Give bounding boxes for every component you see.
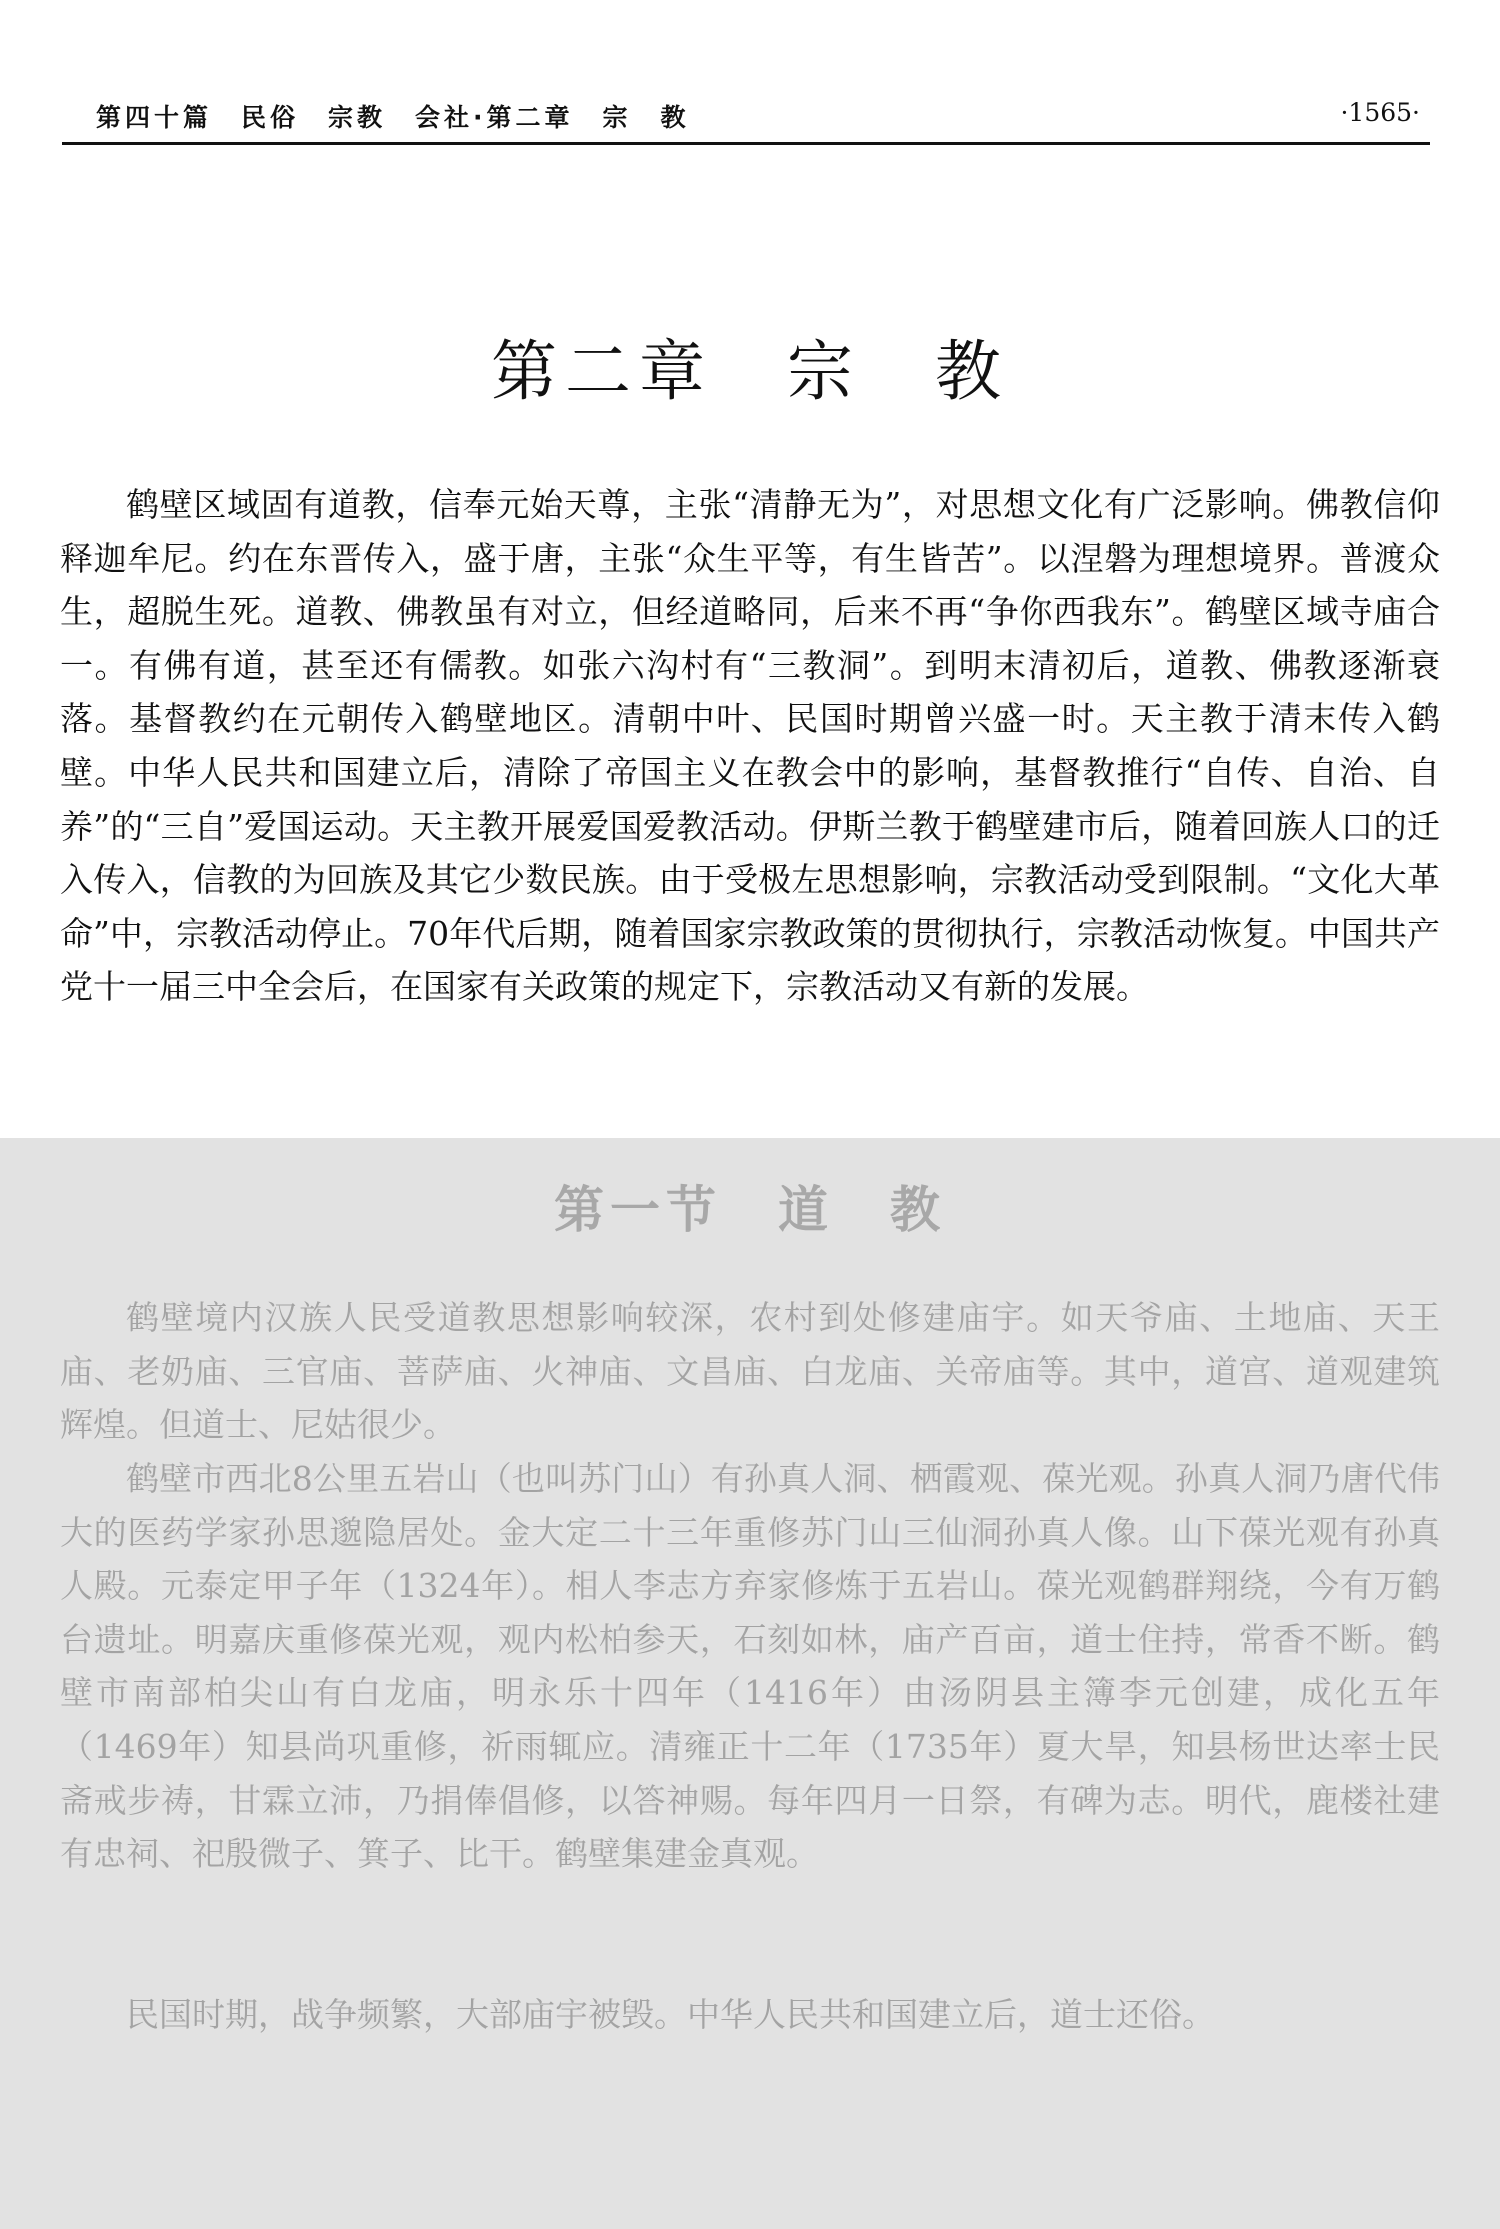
- page-number: ·1565·: [1340, 98, 1420, 127]
- running-header: [62, 96, 1430, 145]
- section-paragraph-1: 鹤壁境内汉族人民受道教思想影响较深，农村到处修建庙宇。如天爷庙、土地庙、天王庙、老奶庙、三官庙、菩萨庙、火神庙、文昌庙、白龙庙、关帝庙等。其中，道宫、道观建筑辉煌。但道士、尼姑很少。: [60, 1298, 1440, 1445]
- section-title: 第一节 道 教: [554, 1180, 946, 1239]
- section-paragraph-2: 鹤壁市西北8公里五岩山（也叫苏门山）有孙真人洞、栖霞观、葆光观。孙真人洞乃唐代伟大的医药学家孙思邈隐居处。金大定二十三年重修苏门山三仙洞孙真人像。山下葆光观有孙真人殿。元泰定甲子年（1324年）。相人李志方弃家修炼于五岩山。葆光观鹤群翔绕，今有万鹤台遗址。明嘉庆重修葆光观，观内松柏参天，石刻如林，庙产百亩，道士住持，常香不断。鹤壁市南部柏尖山有白龙庙，明永乐十四年（1416年）由汤阴县主簿李元创建，成化五年（1469年）知县尚巩重修，祈雨辄应。清雍正十二年（1735年）夏大旱，知县杨世达率士民斋戒步祷，甘霖立沛，乃捐俸倡修，以答神赐。每年四月一日祭，有碑为志。明代，鹿楼社建有忠祠、祀殷微子、箕子、比干。鹤壁集建金真观。: [60, 1459, 1440, 1874]
- chapter-title: 第二章 宗 教: [491, 333, 1009, 410]
- section-paragraph-3: 民国时期，战争频繁，大部庙宇被毁。中华人民共和国建立后，道士还俗。: [126, 1995, 1215, 2034]
- chapter-intro-paragraph: 鹤壁区域固有道教，信奉元始天尊，主张“清静无为”，对思想文化有广泛影响。佛教信仰释迦牟尼。约在东晋传入，盛于唐，主张“众生平等，有生皆苦”。以涅磐为理想境界。普渡众生，超脱生死。道教、佛教虽有对立，但经道略同，后来不再“争你西我东”。鹤壁区域寺庙合一。有佛有道，甚至还有儒教。如张六沟村有“三教洞”。到明末清初后，道教、佛教逐渐衰落。基督教约在元朝传入鹤壁地区。清朝中叶、民国时期曾兴盛一时。天主教于清末传入鹤壁。中华人民共和国建立后，清除了帝国主义在教会中的影响，基督教推行“自传、自治、自养”的“三自”爱国运动。天主教开展爱国爱教活动。伊斯兰教于鹤壁建市后，随着回族人口的迁入传入，信教的为回族及其它少数民族。由于受极左思想影响，宗教活动受到限制。“文化大革命”中，宗教活动停止。70年代后期，随着国家宗教政策的贯彻执行，宗教活动恢复。中国共产党十一届三中全会后，在国家有关政策的规定下，宗教活动又有新的发展。: [60, 485, 1440, 1007]
- header-chapter-path: 第四十篇 民俗 宗教 会社·第二章 宗 教: [96, 103, 690, 132]
